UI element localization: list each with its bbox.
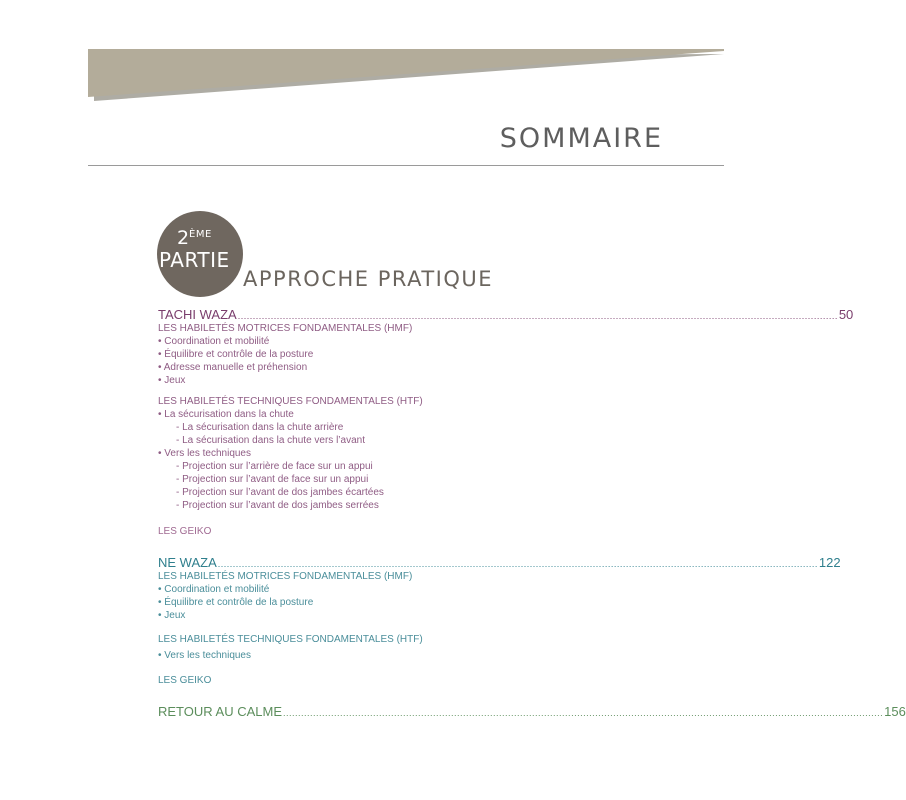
part-superscript: ÈME	[189, 229, 212, 240]
toc-page-number: 156	[884, 704, 906, 719]
htf-heading: LES HABILETÉS TECHNIQUES FONDAMENTALES (HTF)	[158, 634, 423, 645]
geiko-heading: LES GEIKO	[158, 526, 212, 537]
toc-leader-dots: ........................................................................................................................................................................................................	[237, 311, 838, 321]
list-item: - La sécurisation dans la chute vers l’avant	[176, 435, 365, 446]
toc-entry-name: TACHI WAZA	[158, 307, 237, 322]
list-item: • Équilibre et contrôle de la posture	[158, 349, 314, 360]
geiko-heading: LES GEIKO	[158, 675, 212, 686]
toc-entry-name: RETOUR AU CALME	[158, 704, 283, 719]
hmf-heading: LES HABILETÉS MOTRICES FONDAMENTALES (HMF)	[158, 571, 413, 582]
part-number: 2	[177, 227, 190, 249]
header-banner-shape	[88, 49, 724, 109]
toc-page-number: 122	[818, 555, 841, 570]
toc-entry-retour-au-calme[interactable]	[158, 704, 906, 719]
header-divider	[88, 165, 724, 166]
toc-page-number: 50	[838, 307, 854, 322]
list-item: • Équilibre et contrôle de la posture	[158, 597, 314, 608]
list-item: • Vers les techniques	[158, 448, 251, 459]
list-item: - Projection sur l’avant de face sur un appui	[176, 474, 369, 485]
toc-entry-ne-waza[interactable]	[158, 555, 841, 570]
list-item: - Projection sur l’avant de dos jambes écartées	[176, 487, 384, 498]
list-item: - La sécurisation dans la chute arrière	[176, 422, 344, 433]
list-item: • Vers les techniques	[158, 650, 251, 661]
hmf-heading: LES HABILETÉS MOTRICES FONDAMENTALES (HMF)	[158, 323, 413, 334]
list-item: • Coordination et mobilité	[158, 336, 270, 347]
list-item: • Jeux	[158, 375, 186, 386]
toc-leader-dots: ........................................................................................................................................................................................................	[217, 559, 818, 569]
list-item: • Jeux	[158, 610, 186, 621]
list-item: • Coordination et mobilité	[158, 584, 270, 595]
part-word: PARTIE	[159, 248, 230, 272]
page-title: SOMMAIRE	[499, 123, 663, 154]
toc-entry-tachi-waza[interactable]	[158, 307, 854, 322]
toc-entry-name: NE WAZA	[158, 555, 217, 570]
part-title: APPROCHE PRATIQUE	[243, 267, 494, 291]
list-item: - Projection sur l’arrière de face sur un appui	[176, 461, 373, 472]
list-item: • La sécurisation dans la chute	[158, 409, 294, 420]
list-item: • Adresse manuelle et préhension	[158, 362, 308, 373]
list-item: - Projection sur l’avant de dos jambes serrées	[176, 500, 379, 511]
toc-leader-dots: ........................................................................................................................................................................................................	[283, 708, 884, 718]
htf-heading: LES HABILETÉS TECHNIQUES FONDAMENTALES (HTF)	[158, 396, 423, 407]
